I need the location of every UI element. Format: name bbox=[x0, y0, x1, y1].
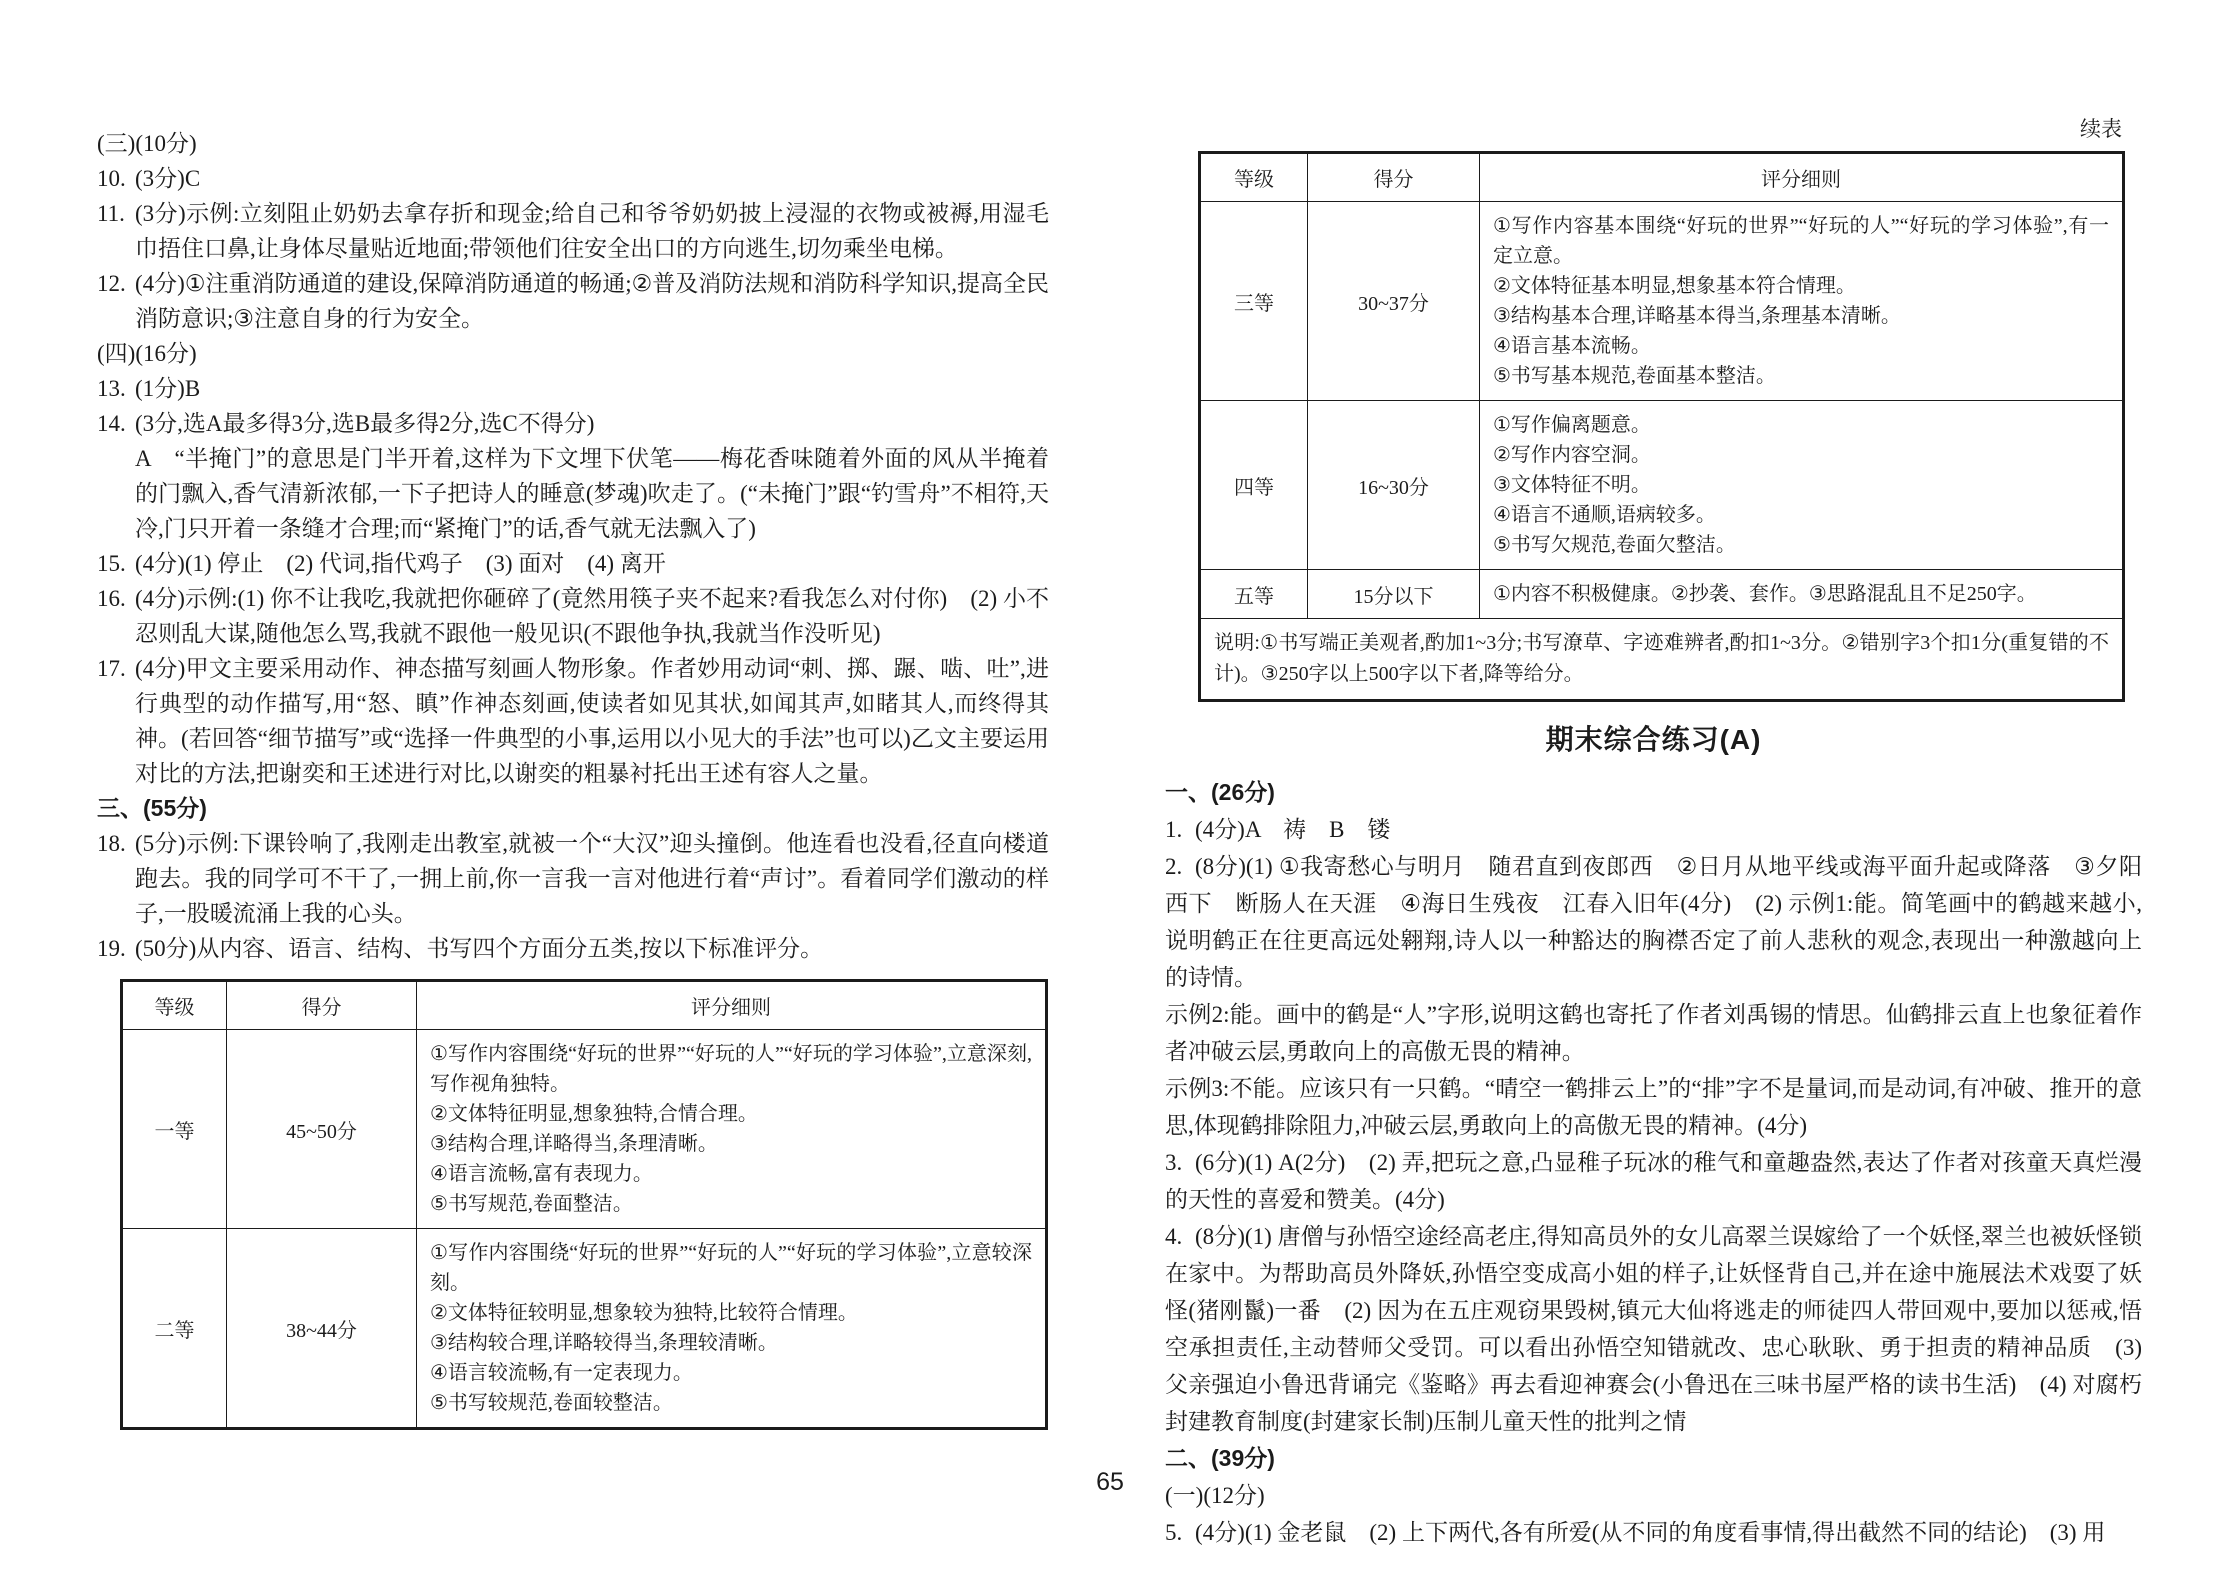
item-text: (4分)①注重消防通道的建设,保障消防通道的畅通;②普及消防法规和消防科学知识,提高全民消防意识;③注意自身的行为安全。 bbox=[135, 271, 1049, 331]
criteria-cell bbox=[417, 1229, 1047, 1429]
criteria-line: ①内容不积极健康。②抄袭、套作。③思路混乱且不足250字。 bbox=[1493, 583, 2037, 605]
criteria-line: ⑤书写基本规范,卷面基本整洁。 bbox=[1493, 365, 1776, 387]
item-number: 11. bbox=[97, 201, 125, 226]
left-column bbox=[97, 126, 1049, 1430]
criteria-line: ②文体特征明显,想象独特,合情合理。 bbox=[430, 1103, 758, 1125]
item-number: 15. bbox=[97, 551, 126, 576]
grade-cell: 三等 bbox=[1200, 202, 1308, 401]
criteria-line: ①写作内容围绕“好玩的世界”“好玩的人”“好玩的学习体验”,立意深刻,写作视角独特。 bbox=[430, 1043, 1032, 1095]
header-criteria: 评分细则 bbox=[417, 981, 1047, 1030]
right-column bbox=[1165, 116, 2142, 1551]
criteria-line: ④语言流畅,富有表现力。 bbox=[430, 1163, 653, 1185]
table-continued-label: 续表 bbox=[2080, 117, 2122, 141]
answer-item-2-example3: 示例3:不能。应该只有一只鹤。“晴空一鹤排云上”的“排”字不是量词,而是动词,有冲破、推开的意思,体现鹤排除阻力,冲破云层,勇敢向上的高傲无畏的精神。(4分) bbox=[1165, 1076, 2142, 1138]
criteria-line: ①写作偏离题意。 bbox=[1493, 414, 1651, 436]
item-number: 1. bbox=[1165, 817, 1183, 842]
answer-item-1 bbox=[1165, 811, 2142, 848]
item-text: (4分)示例:(1) 你不让我吃,我就把你砸碎了(竟然用筷子夹不起来?看我怎么对付你) (2) 小不忍则乱大谋,随他怎么骂,我就不跟他一般见识(不跟他争执,我就当作没听见) bbox=[135, 586, 1049, 646]
item-text: (8分)(1) 唐僧与孙悟空途经高老庄,得知高员外的女儿高翠兰误嫁给了一个妖怪,翠兰也被妖怪锁在家中。为帮助高员外降妖,孙悟空变成高小姐的样子,让妖怪背自己,并在途中施展法术戏耍了妖怪(猪刚鬣)一番 (2) 因为在五庄观窃果毁树,镇元大仙将逃走的师徒四人带回观中,要加以惩戒,悟空承担责任,主动替师父受罚。可以看出孙悟空知错就改、忠心耿耿、勇于担责的精神品质 (3) 父亲强迫小鲁迅背诵完《鉴略》再去看迎神赛会(小鲁迅在三味书屋严格的读书生活) (4) 对腐朽封建教育制度(封建家长制)压制儿童天性的批判之情 bbox=[1165, 1224, 2142, 1434]
grade-cell: 四等 bbox=[1200, 401, 1308, 570]
table-row-grade5 bbox=[1200, 570, 2124, 619]
item-text: (4分)甲文主要采用动作、神态描写刻画人物形象。作者妙用动词“刺、掷、蹍、啮、吐”,进行典型的动作描写,用“怒、瞋”作神态刻画,使读者如见其状,如闻其声,如睹其人,而终得其神。(若回答“细节描写”或“选择一件典型的小事,运用以小见大的手法”也可以)乙文主要运用对比的方法,把谢奕和王述进行对比,以谢奕的粗暴衬托出王述有容人之量。 bbox=[135, 656, 1049, 786]
item-text: (50分)从内容、语言、结构、书写四个方面分五类,按以下标准评分。 bbox=[135, 936, 824, 961]
item-text: (3分)C bbox=[135, 166, 201, 191]
exam-section-title: 期末综合练习(A) bbox=[1545, 724, 1762, 755]
answer-item-10 bbox=[97, 161, 1049, 196]
section-heading: (三)(10分) bbox=[97, 131, 197, 156]
criteria-line: ③结构基本合理,详略基本得当,条理基本清晰。 bbox=[1493, 305, 1901, 327]
criteria-line: ①写作内容围绕“好玩的世界”“好玩的人”“好玩的学习体验”,立意较深刻。 bbox=[430, 1242, 1032, 1294]
criteria-cell bbox=[1480, 401, 2124, 570]
header-grade: 等级 bbox=[1200, 153, 1308, 202]
grade-cell: 五等 bbox=[1200, 570, 1308, 619]
item-text: (3分,选A最多得3分,选B最多得2分,选C不得分) bbox=[135, 411, 595, 436]
item-number: 5. bbox=[1165, 1520, 1183, 1545]
item-text: (3分)示例:立刻阻止奶奶去拿存折和现金;给自己和爷爷奶奶披上浸湿的衣物或被褥,用湿毛巾捂住口鼻,让身体尽量贴近地面;带领他们往安全出口的方向逃生,切勿乘坐电梯。 bbox=[135, 201, 1049, 261]
table-row-grade2 bbox=[122, 1229, 1047, 1429]
item-text: (5分)示例:下课铃响了,我刚走出教室,就被一个“大汉”迎头撞倒。他连看也没看,径直向楼道跑去。我的同学可不干了,一拥上前,你一言我一言对他进行着“声讨”。看着同学们激动的样子,一股暖流涌上我的心头。 bbox=[135, 831, 1049, 926]
criteria-line: ④语言较流畅,有一定表现力。 bbox=[430, 1362, 693, 1384]
item-number: 3. bbox=[1165, 1150, 1183, 1175]
item-number: 17. bbox=[97, 656, 126, 681]
answer-item-14-option-a: A “半掩门”的意思是门半开着,这样为下文埋下伏笔——梅花香味随着外面的风从半掩着的门飘入,香气清新浓郁,一下子把诗人的睡意(梦魂)吹走了。(“未掩门”跟“钓雪舟”不相符,天冷,门只开着一条缝才合理;而“紧掩门”的话,香气就无法飘入了) bbox=[135, 446, 1049, 541]
table-row-grade1 bbox=[122, 1030, 1047, 1229]
grade-cell: 一等 bbox=[122, 1030, 227, 1229]
answer-item-17 bbox=[97, 651, 1049, 791]
criteria-cell bbox=[1480, 570, 2124, 619]
item-text: (4分)(1) 停止 (2) 代词,指代鸡子 (3) 面对 (4) 离开 bbox=[135, 551, 666, 576]
item-text: (4分)A 祷 B 镂 bbox=[1195, 817, 1391, 842]
item-number: 2. bbox=[1165, 854, 1183, 879]
section-heading-part1: 一、(26分) bbox=[1165, 779, 1275, 805]
item-text: (6分)(1) A(2分) (2) 弄,把玩之意,凸显稚子玩冰的稚气和童趣盎然,表达了作者对孩童天真烂漫的天性的喜爱和赞美。(4分) bbox=[1165, 1150, 2142, 1212]
table-row-grade4 bbox=[1200, 401, 2124, 570]
criteria-line: ③结构合理,详略得当,条理清晰。 bbox=[430, 1133, 718, 1155]
table-row-grade3 bbox=[1200, 202, 2124, 401]
section-heading-part2: 二、(39分) bbox=[1165, 1445, 1275, 1471]
score-cell: 30~37分 bbox=[1308, 202, 1480, 401]
header-criteria: 评分细则 bbox=[1480, 153, 2124, 202]
table-header-row bbox=[1200, 153, 2124, 202]
grading-note: 说明:①书写端正美观者,酌加1~3分;书写潦草、字迹难辨者,酌扣1~3分。②错别字3个扣1分(重复错的不计)。③250字以上500字以下者,降等给分。 bbox=[1200, 619, 2124, 701]
criteria-line: ①写作内容基本围绕“好玩的世界”“好玩的人”“好玩的学习体验”,有一定立意。 bbox=[1493, 215, 2109, 267]
grading-table-grades-1-2 bbox=[120, 979, 1048, 1430]
answer-item-14 bbox=[97, 406, 1049, 441]
criteria-line: ⑤书写欠规范,卷面欠整洁。 bbox=[1493, 534, 1736, 556]
section-heading: (四)(16分) bbox=[97, 341, 197, 366]
criteria-line: ⑤书写规范,卷面整洁。 bbox=[430, 1193, 633, 1215]
page-number: 65 bbox=[1096, 1468, 1124, 1496]
answer-item-13 bbox=[97, 371, 1049, 406]
criteria-line: ④语言基本流畅。 bbox=[1493, 335, 1651, 357]
header-score: 得分 bbox=[1308, 153, 1480, 202]
answer-item-11 bbox=[97, 196, 1049, 266]
table-note-row bbox=[1200, 619, 2124, 701]
item-text: (8分)(1) ①我寄愁心与明月 随君直到夜郎西 ②日月从地平线或海平面升起或降落 ③夕阳西下 断肠人在天涯 ④海日生残夜 江春入旧年(4分) (2) 示例1:能。简笔画中的鹤越来越小,说明鹤正在往更高远处翱翔,诗人以一种豁达的胸襟否定了前人悲秋的观念,表现出一种激越向上的诗情。 bbox=[1165, 854, 2142, 990]
item-number: 16. bbox=[97, 586, 126, 611]
answer-item-15 bbox=[97, 546, 1049, 581]
item-number: 19. bbox=[97, 936, 126, 961]
score-cell: 45~50分 bbox=[227, 1030, 417, 1229]
answer-item-18 bbox=[97, 826, 1049, 931]
answer-item-12 bbox=[97, 266, 1049, 336]
answer-item-4 bbox=[1165, 1218, 2142, 1440]
answer-item-16 bbox=[97, 581, 1049, 651]
criteria-line: ②文体特征基本明显,想象基本符合情理。 bbox=[1493, 275, 1856, 297]
criteria-cell bbox=[417, 1030, 1047, 1229]
answer-item-3 bbox=[1165, 1144, 2142, 1218]
item-text: (1分)B bbox=[135, 376, 201, 401]
item-number: 12. bbox=[97, 271, 126, 296]
grade-cell: 二等 bbox=[122, 1229, 227, 1429]
answer-item-2-example2: 示例2:能。画中的鹤是“人”字形,说明这鹤也寄托了作者刘禹锡的情思。仙鹤排云直上也象征着作者冲破云层,勇敢向上的高傲无畏的精神。 bbox=[1165, 1002, 2142, 1064]
criteria-line: ③结构较合理,详略较得当,条理较清晰。 bbox=[430, 1332, 778, 1354]
criteria-line: ③文体特征不明。 bbox=[1493, 474, 1651, 496]
criteria-line: ②写作内容空洞。 bbox=[1493, 444, 1651, 466]
item-number: 13. bbox=[97, 376, 126, 401]
answer-item-2 bbox=[1165, 848, 2142, 996]
item-number: 4. bbox=[1165, 1224, 1183, 1249]
item-number: 10. bbox=[97, 166, 126, 191]
criteria-line: ②文体特征较明显,想象较为独特,比较符合情理。 bbox=[430, 1302, 858, 1324]
criteria-cell bbox=[1480, 202, 2124, 401]
answer-item-19 bbox=[97, 931, 1049, 966]
grading-table-grades-3-5 bbox=[1198, 151, 2125, 702]
item-number: 18. bbox=[97, 831, 126, 856]
table-header-row bbox=[122, 981, 1047, 1030]
score-cell: 16~30分 bbox=[1308, 401, 1480, 570]
answer-item-5 bbox=[1165, 1514, 2142, 1551]
score-cell: 38~44分 bbox=[227, 1229, 417, 1429]
criteria-line: ⑤书写较规范,卷面较整洁。 bbox=[430, 1392, 673, 1414]
section-heading-part3: 三、(55分) bbox=[97, 795, 207, 821]
item-number: 14. bbox=[97, 411, 126, 436]
criteria-line: ④语言不通顺,语病较多。 bbox=[1493, 504, 1716, 526]
header-score: 得分 bbox=[227, 981, 417, 1030]
score-cell: 15分以下 bbox=[1308, 570, 1480, 619]
item-text: (4分)(1) 金老鼠 (2) 上下两代,各有所爱(从不同的角度看事情,得出截然不同的结论) (3) 用 bbox=[1195, 1520, 2106, 1545]
section-heading-sub1: (一)(12分) bbox=[1165, 1483, 1265, 1508]
header-grade: 等级 bbox=[122, 981, 227, 1030]
